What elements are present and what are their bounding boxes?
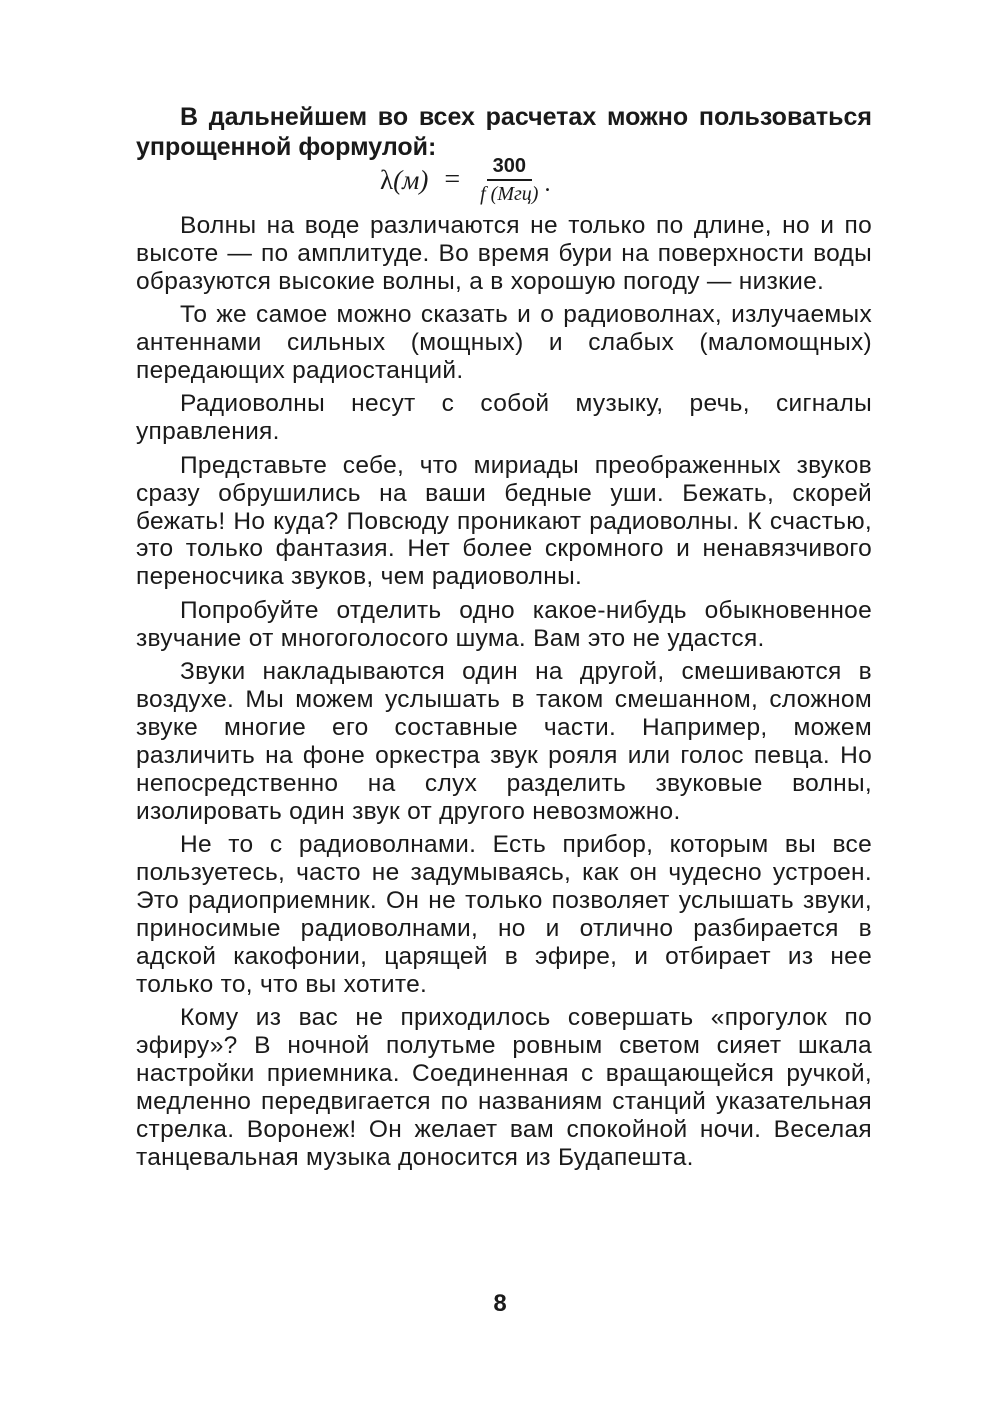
intro-paragraph: В дальнейшем во всех расчетах можно пользоваться упрощенной формулой: (136, 103, 872, 161)
paragraph-1: Волны на воде различаются не только по длине, но и по высоте — по амплитуде. Во время бури на поверхности воды образуются высокие волны, а в хорошую погоду — низкие. (136, 212, 872, 295)
formula-lambda: λ (380, 164, 394, 195)
formula-period: . (544, 171, 551, 197)
body-text (136, 212, 872, 1177)
paragraph-3: Радиоволны несут с собой музыку, речь, сигналы управления. (136, 390, 872, 446)
paragraph-8: Кому из вас не приходилось совершать «прогулок по эфиру»? В ночной полутьме ровным светом сияет шкала настройки приемника. Соединенная с вращающейся ручкой, медленно передвигается по названиям станций указательная стрелка. Воронеж! Он желает вам спокойной ночи. Веселая танцевальная музыка доносится из Будапешта. (136, 1003, 872, 1171)
formula-equals: = (444, 164, 461, 195)
paragraph-2: То же самое можно сказать и о радиоволнах, излучаемых антеннами сильных (мощных) и слабых (маломощных) передающих радиостанций. (136, 301, 872, 385)
formula-numerator: 300 (487, 154, 532, 181)
formula-lhs (380, 165, 428, 196)
wavelength-formula (380, 150, 550, 210)
paragraph-5: Попробуйте отделить одно какое-нибудь обыкновенное звучание от многоголосого шума. Вам это не удастся. (136, 596, 872, 652)
paragraph-7: Не то с радиоволнами. Есть прибор, которым вы все пользуетесь, часто не задумываясь, как он чудесно устроен. Это радиоприемник. Он не только позволяет услышать звуки, приносимые радиоволнами, но и отлично разбирается в адской какофонии, царящей в эфире, и отбирает из нее только то, что вы хотите. (136, 831, 872, 998)
formula-denominator: f (Мгц) (480, 183, 539, 205)
paragraph-6: Звуки накладываются один на другой, смешиваются в воздухе. Мы можем услышать в таком смешанном, сложном звуке многие его составные части. Например, можем различить на фоне оркестра звук рояля или голос певца. Но непосредственно на слух разделить звуковые волны, изолировать один звук от другого невозможно. (136, 658, 872, 825)
formula-fraction (476, 154, 542, 206)
formula-lhs-unit: (м) (393, 164, 429, 195)
paragraph-4: Представьте себе, что мириады преображенных звуков сразу обрушились на ваши бедные уши. Бежать, скорей бежать! Но куда? Повсюду проникают радиоволны. К счастью, это только фантазия. Нет более скромного и ненавязчивого переносчика звуков, чем радиоволны. (136, 451, 872, 591)
page-number: 8 (493, 1290, 507, 1317)
